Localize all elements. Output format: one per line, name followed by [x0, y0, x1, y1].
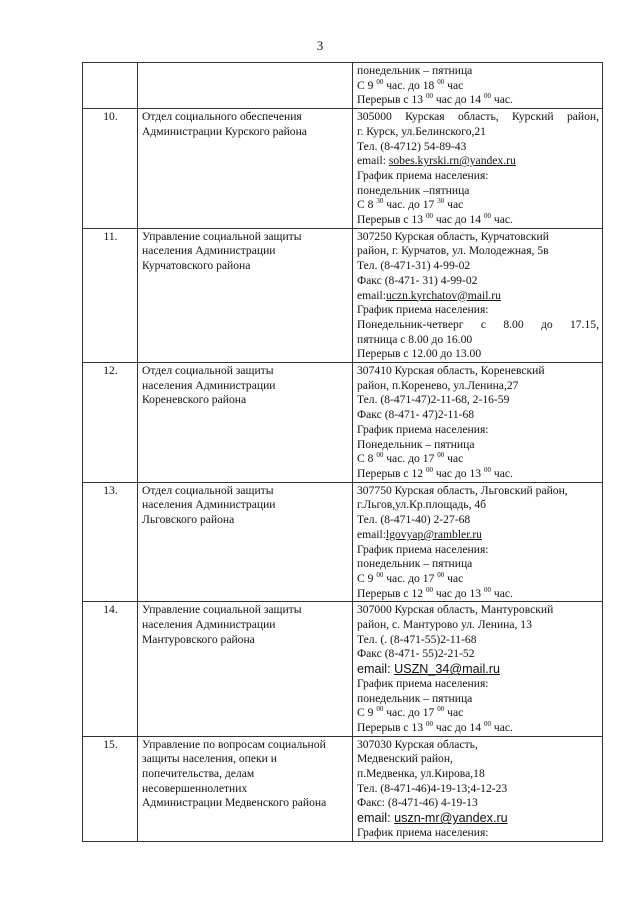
- text-fragment: Тел. (8-471-40) 2-27-68: [357, 513, 471, 527]
- contact-info-line: [357, 244, 599, 259]
- row-number-cell: 13.: [83, 482, 138, 602]
- department-name-cell: [138, 228, 353, 362]
- text-fragment: С 9: [357, 78, 377, 92]
- text-fragment: Перерыв с 13: [357, 720, 426, 734]
- contact-info-line: [357, 198, 599, 213]
- contact-info-line: [357, 618, 599, 633]
- contact-info-cell: [353, 602, 603, 736]
- contact-info-line: [357, 647, 599, 662]
- email-link[interactable]: uczn.kyrchatov@mail.ru: [385, 288, 501, 302]
- time-minutes-superscript: 00: [376, 452, 384, 460]
- contact-info-line: [357, 557, 599, 572]
- text-fragment: График приема населения:: [357, 676, 489, 690]
- department-name-line: Администрации Медвенского района: [142, 796, 327, 810]
- contact-info-line: [357, 752, 599, 767]
- contact-info-line: [357, 318, 599, 333]
- contact-info-cell: [353, 363, 603, 483]
- text-fragment: С 9: [357, 706, 377, 720]
- text-fragment: Факс (8-471- 31) 4-99-02: [357, 273, 478, 287]
- text-fragment: час.: [490, 93, 513, 107]
- time-minutes-superscript: 00: [483, 466, 491, 474]
- text-fragment: район, п.Коренево, ул.Ленина,27: [357, 378, 519, 392]
- time-minutes-superscript: 00: [376, 706, 384, 714]
- text-fragment: 305000 Курская область, Курский район,: [357, 110, 599, 124]
- time-minutes-superscript: 00: [483, 93, 491, 101]
- contact-info-line: [357, 93, 599, 108]
- email-link[interactable]: USZN_34@mail.ru: [394, 662, 500, 677]
- text-fragment: час. до 18: [383, 78, 438, 92]
- text-fragment: час. до 17: [383, 452, 438, 466]
- text-fragment: понедельник – пятница: [357, 64, 473, 77]
- table-row: [83, 602, 603, 736]
- page-number: 3: [316, 38, 324, 53]
- department-name-line: Управление социальной защиты: [142, 603, 302, 617]
- text-fragment: email:: [357, 811, 395, 826]
- text-fragment: час. до 17: [383, 571, 438, 585]
- email-link[interactable]: uszn-mr@yandex.ru: [394, 811, 508, 826]
- contact-info-line: [357, 662, 599, 677]
- text-fragment: 307250 Курская область, Курчатовский: [357, 229, 549, 243]
- table-row: [83, 363, 603, 483]
- department-name-cell: [138, 482, 353, 602]
- text-fragment: Тел. (. (8-471-55)2-11-68: [357, 632, 477, 646]
- department-name-cell: [138, 109, 353, 229]
- text-fragment: час: [444, 78, 464, 92]
- text-fragment: Перерыв с 13: [357, 93, 426, 107]
- contact-info-line: [357, 721, 599, 736]
- department-name-line: Льговского района: [142, 513, 235, 527]
- row-number-cell: 11.: [83, 228, 138, 362]
- time-minutes-superscript: 00: [425, 93, 433, 101]
- text-fragment: пятница с 8.00 до 16.00: [357, 332, 473, 346]
- contact-info-cell: [353, 63, 603, 109]
- text-fragment: 307410 Курская область, Кореневский: [357, 364, 545, 378]
- text-fragment: Перерыв с 12: [357, 466, 426, 480]
- time-minutes-superscript: 30: [376, 198, 384, 206]
- contact-info-line: [357, 79, 599, 94]
- time-minutes-superscript: 00: [425, 586, 433, 594]
- text-fragment: Факс (8-471- 55)2-21-52: [357, 647, 475, 661]
- text-fragment: г.Льгов,ул.Кр.площадь, 4б: [357, 498, 487, 512]
- contact-info-line: [357, 513, 599, 528]
- text-fragment: час: [444, 452, 464, 466]
- text-fragment: п.Медвенка, ул.Кирова,18: [357, 767, 485, 781]
- contact-info-line: [357, 677, 599, 692]
- text-fragment: С 9: [357, 571, 377, 585]
- text-fragment: Медвенский район,: [357, 752, 453, 766]
- row-number-cell: 10.: [83, 109, 138, 229]
- department-name-line: Курчатовского района: [142, 259, 251, 273]
- row-number-cell: 12.: [83, 363, 138, 483]
- text-fragment: час.: [490, 213, 513, 227]
- contact-info-line: [357, 347, 599, 362]
- text-fragment: С 8: [357, 452, 377, 466]
- text-fragment: понедельник – пятница: [357, 691, 473, 705]
- text-fragment: район, с. Мантурово ул. Ленина, 13: [357, 618, 532, 632]
- contact-info-line: [357, 333, 599, 348]
- contact-info-line: [357, 230, 599, 245]
- text-fragment: График приема населения:: [357, 303, 489, 317]
- contact-info-line: [357, 364, 599, 379]
- contact-info-line: [357, 826, 599, 841]
- contact-info-line: [357, 767, 599, 782]
- text-fragment: час до 14: [432, 720, 484, 734]
- contact-info-line: [357, 782, 599, 797]
- row-number-cell: [83, 63, 138, 109]
- contact-info-line: [357, 303, 599, 318]
- text-fragment: Тел. (8-471-46)4-19-13;4-12-23: [357, 781, 508, 795]
- text-fragment: час.: [490, 586, 513, 600]
- text-fragment: 307030 Курская область,: [357, 737, 478, 751]
- contact-info-line: [357, 796, 599, 811]
- text-fragment: 307750 Курская область, Льговский район,: [357, 483, 568, 497]
- department-name-cell: [138, 602, 353, 736]
- email-link[interactable]: lgovyap@rambler.ru: [385, 527, 482, 541]
- contact-info-line: [357, 498, 599, 513]
- contact-info-line: [357, 140, 599, 155]
- time-minutes-superscript: 00: [425, 466, 433, 474]
- text-fragment: час до 14: [432, 213, 484, 227]
- text-fragment: email:: [357, 527, 386, 541]
- text-fragment: час до 13: [432, 586, 484, 600]
- text-fragment: Понедельник – пятница: [357, 437, 475, 451]
- contact-info-line: [357, 587, 599, 602]
- contact-info-line: [357, 169, 599, 184]
- table-row: [83, 109, 603, 229]
- contact-info-line: [357, 379, 599, 394]
- text-fragment: email:: [357, 154, 389, 168]
- department-name-line: Отдел социальной защиты: [142, 364, 274, 378]
- row-number-cell: 15.: [83, 736, 138, 841]
- department-name-line: попечительства, делам: [142, 767, 255, 781]
- contact-info-line: [357, 125, 599, 140]
- contact-info-line: [357, 259, 599, 274]
- text-fragment: Перерыв с 12.00 до 13.00: [357, 347, 482, 361]
- text-fragment: час до 13: [432, 466, 484, 480]
- department-name-cell: [138, 363, 353, 483]
- table-row: [83, 63, 603, 109]
- time-minutes-superscript: 00: [376, 78, 384, 86]
- time-minutes-superscript: 00: [483, 720, 491, 728]
- text-fragment: email:: [357, 288, 386, 302]
- time-minutes-superscript: 00: [483, 586, 491, 594]
- department-name-line: населения Администрации: [142, 498, 276, 512]
- text-fragment: понедельник –пятница: [357, 183, 470, 197]
- contact-info-line: [357, 184, 599, 199]
- text-fragment: Перерыв с 13: [357, 213, 426, 227]
- contact-info-line: [357, 274, 599, 289]
- department-name-line: Отдел социального обеспечения: [142, 110, 302, 124]
- text-fragment: График приема населения:: [357, 542, 489, 556]
- contact-info-line: [357, 484, 599, 499]
- contact-info-line: [357, 633, 599, 648]
- text-fragment: Факс (8-471- 47)2-11-68: [357, 408, 475, 422]
- contact-info-line: [357, 438, 599, 453]
- contact-info-line: [357, 213, 599, 228]
- text-fragment: 307000 Курская область, Мантуровский: [357, 603, 554, 617]
- text-fragment: час.: [490, 466, 513, 480]
- contact-info-line: [357, 393, 599, 408]
- contact-info-line: [357, 572, 599, 587]
- text-fragment: час.: [490, 720, 513, 734]
- department-name-line: Кореневского района: [142, 393, 247, 407]
- department-name-line: населения Администрации: [142, 244, 276, 258]
- contact-info-line: [357, 706, 599, 721]
- table-row: [83, 482, 603, 602]
- department-name-line: населения Администрации: [142, 618, 276, 632]
- contact-info-line: [357, 692, 599, 707]
- text-fragment: час. до 17: [383, 706, 438, 720]
- time-minutes-superscript: 00: [425, 213, 433, 221]
- contact-info-cell: [353, 109, 603, 229]
- text-fragment: г. Курск, ул.Белинского,21: [357, 124, 486, 138]
- contact-info-line: [357, 154, 599, 169]
- text-fragment: Тел. (8-471-31) 4-99-02: [357, 259, 471, 273]
- department-name-line: населения Администрации: [142, 378, 276, 392]
- text-fragment: район, г. Курчатов, ул. Молодежная, 5в: [357, 244, 549, 258]
- department-name-line: Управление социальной защиты: [142, 229, 302, 243]
- time-minutes-superscript: 00: [437, 452, 445, 460]
- text-fragment: час: [444, 571, 464, 585]
- text-fragment: График приема населения:: [357, 825, 489, 839]
- contact-info-cell: [353, 482, 603, 602]
- text-fragment: С 8: [357, 198, 377, 212]
- department-name-line: Администрации Курского района: [142, 124, 307, 138]
- department-name-cell: [138, 63, 353, 109]
- department-name-line: Отдел социальной защиты: [142, 483, 274, 497]
- table-row: [83, 736, 603, 841]
- contact-info-line: [357, 528, 599, 543]
- text-fragment: Факс: (8-471-46) 4-19-13: [357, 796, 478, 810]
- text-fragment: понедельник – пятница: [357, 557, 473, 571]
- text-fragment: час: [444, 706, 464, 720]
- contact-info-line: [357, 423, 599, 438]
- text-fragment: email:: [357, 662, 395, 677]
- contact-info-line: [357, 408, 599, 423]
- contact-info-line: [357, 110, 599, 125]
- email-link[interactable]: sobes.kyrski.rn@yandex.ru: [388, 154, 516, 168]
- text-fragment: час до 14: [432, 93, 484, 107]
- contact-info-line: [357, 603, 599, 618]
- department-name-line: несовершеннолетних: [142, 781, 248, 795]
- text-fragment: час: [444, 198, 464, 212]
- text-fragment: час. до 17: [383, 198, 438, 212]
- time-minutes-superscript: 30: [437, 198, 445, 206]
- table-row: [83, 228, 603, 362]
- text-fragment: Тел. (8-471-47)2-11-68, 2-16-59: [357, 393, 510, 407]
- row-number-cell: 14.: [83, 602, 138, 736]
- text-fragment: График приема населения:: [357, 168, 489, 182]
- time-minutes-superscript: 00: [425, 720, 433, 728]
- text-fragment: Тел. (8-4712) 54-89-43: [357, 139, 467, 153]
- table-body: [83, 63, 603, 842]
- contact-info-line: [357, 467, 599, 482]
- time-minutes-superscript: 00: [437, 78, 445, 86]
- contact-info-line: [357, 543, 599, 558]
- contact-info-line: [357, 452, 599, 467]
- text-fragment: Перерыв с 12: [357, 586, 426, 600]
- department-name-line: Управление по вопросам социальной: [142, 737, 326, 751]
- time-minutes-superscript: 00: [376, 571, 384, 579]
- time-minutes-superscript: 00: [483, 213, 491, 221]
- contact-info-line: [357, 64, 599, 79]
- contact-info-cell: [353, 228, 603, 362]
- text-fragment: График приема населения:: [357, 422, 489, 436]
- time-minutes-superscript: 00: [437, 706, 445, 714]
- text-fragment: Понедельник-четверг с 8.00 до 17.15,: [357, 317, 599, 331]
- contact-info-line: [357, 811, 599, 826]
- department-name-cell: [138, 736, 353, 841]
- department-name-line: защиты населения, опеки и: [142, 752, 277, 766]
- contacts-table: [82, 62, 603, 842]
- contact-info-line: [357, 738, 599, 753]
- contact-info-cell: [353, 736, 603, 841]
- department-name-line: Мантуровского района: [142, 632, 255, 646]
- contact-info-line: [357, 289, 599, 304]
- time-minutes-superscript: 00: [437, 571, 445, 579]
